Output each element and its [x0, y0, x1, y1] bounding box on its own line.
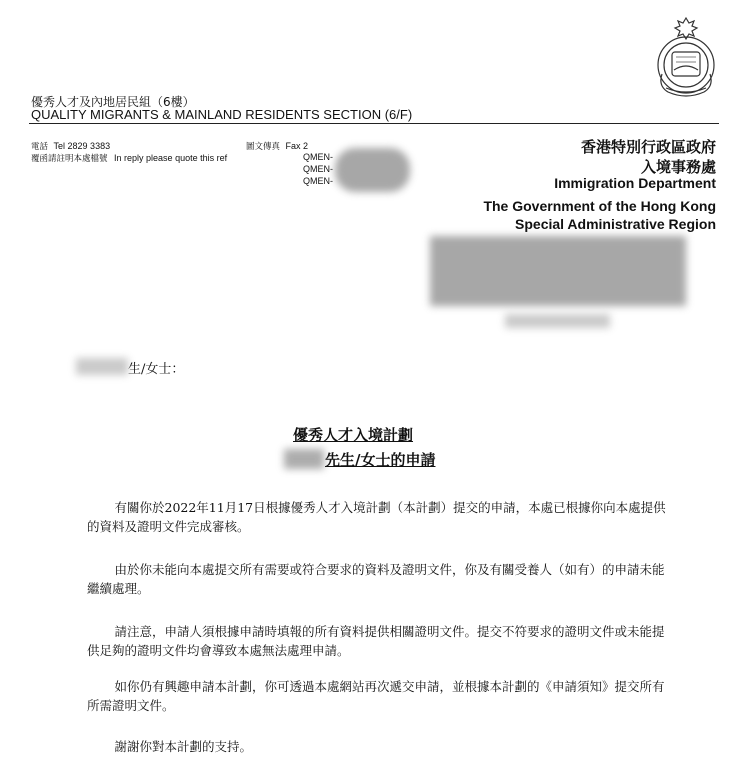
redacted-address-line — [505, 314, 610, 328]
ref-number-1: QMEN- — [303, 152, 333, 162]
reply-ref-line — [31, 152, 227, 164]
department-emblem — [652, 12, 720, 98]
government-name-english-1: The Government of the Hong Kong — [483, 198, 716, 214]
paragraph-2: 由於你未能向本處提交所有需要或符合要求的資料及證明文件，你及有關受養人（如有）的申請未能繼續處理。 — [87, 562, 665, 596]
tel-line — [31, 140, 110, 152]
ref-number-3: QMEN- — [303, 176, 333, 186]
paragraph-3: 請注意，申請人須根據申請時填報的所有資料提供相關證明文件。提交不符要求的證明文件或未能提供足夠的證明文件均會導致本處無法處理申請。 — [87, 624, 665, 658]
tel-label: 電話 — [31, 142, 49, 152]
section-name-chinese: 優秀人才及內地居民組（6樓） — [31, 95, 195, 109]
reply-label-chinese: 覆函請註明本處檔號 — [31, 154, 108, 164]
fax-label: 圖文傳真 — [246, 142, 281, 152]
closing-line: 謝謝你對本計劃的支持。 — [114, 739, 253, 754]
header-divider — [29, 123, 719, 124]
redacted-applicant-name — [284, 449, 324, 469]
hk-police-crest-icon — [652, 12, 720, 98]
letter-subtitle: 先生/女士的申請 — [325, 451, 436, 469]
tel-value: Tel 2829 3383 — [53, 141, 111, 151]
redacted-address-block — [430, 236, 686, 306]
department-name-chinese: 入境事務處 — [640, 158, 716, 176]
redacted-name — [76, 358, 128, 375]
fax-line — [246, 140, 308, 152]
salutation: 生/女士： — [128, 362, 185, 377]
paragraph-1: 有關你於2022年11月17日根據優秀人才入境計劃（本計劃）提交的申請，本處已根據你向本處提供的資料及證明文件完成審核。 — [87, 500, 666, 534]
government-name-chinese: 香港特別行政區政府 — [580, 138, 716, 156]
department-name-english: Immigration Department — [554, 175, 716, 191]
section-name-english: QUALITY MIGRANTS & MAINLAND RESIDENTS SECTION (6/F) — [31, 107, 413, 122]
government-name-english-2: Special Administrative Region — [515, 216, 716, 232]
ref-number-2: QMEN- — [303, 164, 333, 174]
fax-value: Fax 2 — [285, 141, 309, 151]
letter-title: 優秀人才入境計劃 — [293, 426, 414, 444]
reply-label-english: In reply please quote this ref — [114, 153, 228, 163]
redacted-fax-refs — [335, 148, 410, 192]
paragraph-4: 如你仍有興趣申請本計劃，你可透過本處網站再次遞交申請，並根據本計劃的《申請須知》提交所有所需證明文件。 — [87, 679, 665, 713]
